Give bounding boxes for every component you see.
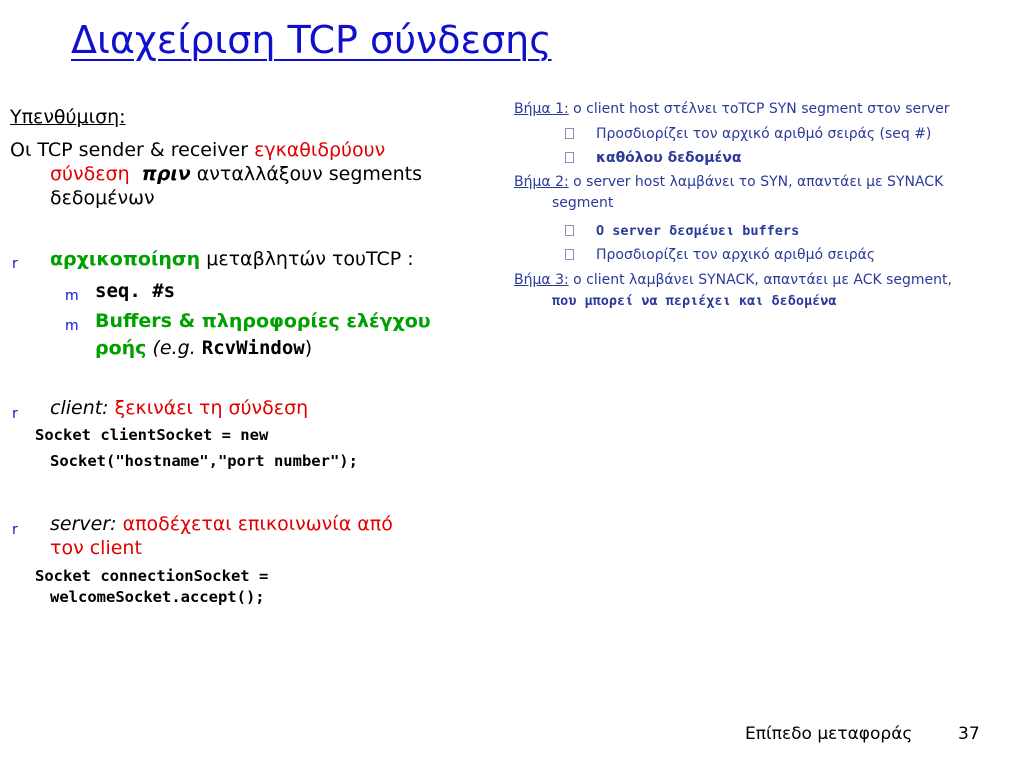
buffers-eg: (e.g.: [146, 337, 202, 359]
step-3-text: ο client λαμβάνει SYNACK, απαντάει με ACK segment,: [568, 272, 952, 288]
square-bullet-icon: [565, 225, 574, 236]
step-1: [514, 100, 950, 118]
step-3: [514, 271, 952, 289]
server-action: αποδέχεται επικοινωνία από: [116, 513, 393, 535]
bullet-marker: r: [12, 406, 18, 422]
step-1-sub-1-text: Προσδιορίζει τον αρχικό αριθμό σειράς (seq #): [596, 126, 932, 142]
step-1-sub-2: [565, 149, 742, 167]
step-3-label: Βήμα 3:: [514, 272, 569, 288]
step-2-label: Βήμα 2:: [514, 174, 569, 190]
intro-highlight-connection: σύνδεση: [50, 163, 130, 185]
sub-bullet-marker: m: [65, 318, 79, 334]
server-action-cont: τον client: [50, 537, 142, 559]
bullet-marker: r: [12, 522, 18, 538]
square-bullet-icon: [565, 128, 574, 139]
server-code-line-1: Socket connectionSocket =: [35, 567, 269, 585]
rcvwindow-code: RcvWindow: [201, 337, 305, 359]
init-rest: μεταβλητών τουTCP :: [200, 248, 414, 270]
step-2-sub-2: [565, 246, 875, 264]
sub-bullet-marker: m: [65, 288, 79, 304]
step-1-text: ο client host στέλνει τοTCP SYN segment στον server: [568, 101, 950, 117]
step-3-cont: που μπορεί να περιέχει και δεδομένα: [552, 293, 837, 309]
intro-text: Οι TCP sender & receiver: [10, 139, 255, 161]
step-2-cont: segment: [552, 195, 614, 211]
step-1-label: Βήμα 1:: [514, 101, 569, 117]
step-1-sub-1: [565, 125, 931, 143]
server-label: server:: [50, 513, 117, 535]
server-code-line-2: welcomeSocket.accept();: [50, 588, 265, 606]
square-bullet-icon: [565, 152, 574, 163]
buffers-item-line-1: Buffers & πληροφορίες ελέγχου: [95, 310, 431, 332]
client-action: ξεκινάει τη σύνδεση: [108, 397, 309, 419]
square-bullet-icon: [565, 249, 574, 260]
step-1-sub-2-text: καθόλου δεδομένα: [596, 150, 742, 166]
step-2: [514, 173, 943, 191]
reminder-heading: Υπενθύμιση:: [10, 106, 126, 128]
client-label: client:: [50, 397, 109, 419]
intro-line-3: δεδομένων: [50, 187, 155, 209]
init-keyword: αρχικοποίηση: [50, 248, 201, 270]
step-2-sub-2-text: Προσδιορίζει τον αρχικό αριθμό σειράς: [596, 247, 876, 263]
intro-text-exchange: ανταλλάξουν segments: [190, 163, 422, 185]
bullet-marker: r: [12, 256, 18, 272]
buffers-close: ): [304, 337, 313, 359]
intro-highlight: εγκαθιδρύουν: [254, 139, 386, 161]
page-number: 37: [958, 724, 980, 744]
client-code-line-1: Socket clientSocket = new: [35, 426, 269, 444]
client-code-line-2: Socket("hostname","port number");: [50, 452, 358, 470]
step-2-text: ο server host λαμβάνει το SYN, απαντάει με SYNACK: [568, 174, 944, 190]
step-2-sub-1-text: Ο server δεσμέυει buffers: [596, 223, 800, 239]
seq-item: seq. #s: [95, 280, 176, 302]
intro-emphasis-before: πριν: [141, 163, 191, 185]
footer-label: Επίπεδο μεταφοράς: [745, 724, 913, 744]
slide-title: Διαχείριση TCP σύνδεσης: [71, 18, 552, 62]
buffers-flow-word: ροής: [95, 337, 147, 359]
step-2-sub-1: [565, 222, 799, 240]
